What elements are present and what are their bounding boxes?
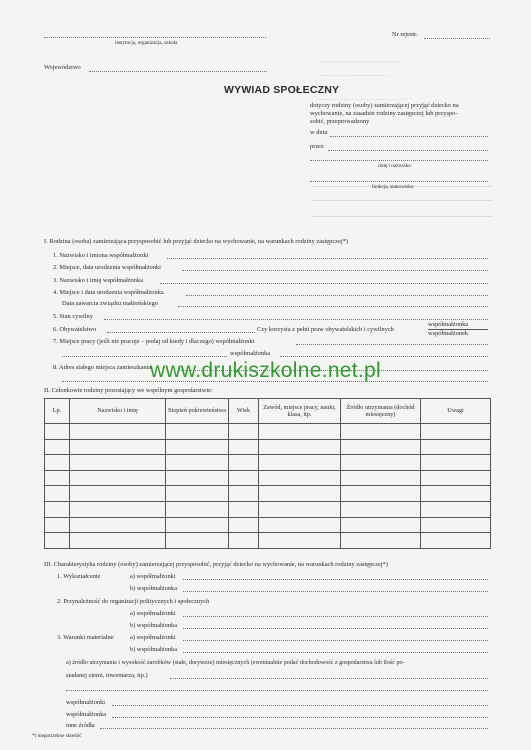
party-opt-a: a) współmałżonki (130, 610, 176, 617)
section3-heading: III. Charakterystyka rodziny (osoby) zamierzającej przysposobić, przyjąć dziecko na wychowanie, na warunkach rodziny zastępczej*) (44, 561, 388, 568)
col-occupation: Zawód, miejsce pracy, nauki, klasa, itp. (259, 399, 341, 424)
footnote: *) niepotrzebne skreślić (32, 733, 82, 739)
institution-caption: instytucja, organizacja, szkoła (115, 40, 178, 46)
table-row (45, 424, 491, 440)
section1-item-2: 2. Miejsce, data urodzenia współmałżonki (53, 264, 161, 271)
name-field[interactable] (310, 160, 488, 161)
table-cell[interactable] (70, 533, 166, 549)
table-cell[interactable] (341, 517, 421, 533)
table-cell[interactable] (229, 470, 259, 486)
col-age: Wiek (229, 399, 259, 424)
income-field-1[interactable] (170, 678, 488, 679)
material-opt-b: b) współmałżonka (130, 646, 178, 653)
ghost-line (312, 216, 492, 217)
table-cell[interactable] (45, 533, 70, 549)
income-field-f[interactable] (112, 705, 488, 706)
table-cell[interactable] (166, 439, 229, 455)
watermark-url: www.drukiszkolne.net.pl (150, 359, 381, 382)
income-field-other[interactable] (100, 728, 488, 729)
table-row (45, 517, 491, 533)
section1-field-1[interactable] (167, 258, 488, 259)
page-title: WYWIAD SPOŁECZNY (224, 84, 340, 96)
material-label: 3. Warunki materialne (57, 634, 114, 641)
table-cell[interactable] (45, 455, 70, 471)
col-lp: Lp. (45, 399, 70, 424)
table-cell[interactable] (229, 501, 259, 517)
section1-field-2[interactable] (182, 270, 488, 271)
income-line-1: a) źródło utrzymania i wysokość zarobków (stałe, doryweze) miesięcznych (ewentualnie podać dochodowość z gospodarstwa lub ilość po- (66, 660, 405, 666)
table-cell[interactable] (421, 424, 491, 440)
table-row (45, 501, 491, 517)
party-field-b[interactable] (183, 628, 488, 629)
table-cell[interactable] (341, 424, 421, 440)
income-field-m[interactable] (112, 717, 488, 718)
table-cell[interactable] (341, 455, 421, 471)
material-opt-a: a) współmałżonki (130, 634, 176, 641)
register-label: Nr rejestr. (392, 31, 418, 38)
col-income: Źródło utrzymania (dochód miesięczny) (341, 399, 421, 424)
table-cell[interactable] (229, 424, 259, 440)
table-cell[interactable] (259, 501, 341, 517)
table-cell[interactable] (70, 455, 166, 471)
education-opt-a: a) współmałżonki (130, 573, 176, 580)
table-cell[interactable] (166, 470, 229, 486)
table-cell[interactable] (166, 424, 229, 440)
function-field[interactable] (310, 181, 488, 182)
table-cell[interactable] (341, 470, 421, 486)
intro-line-2: wychowanie, na zasadzie rodziny zastępczej lub przyspo- (310, 110, 458, 117)
table-cell[interactable] (341, 439, 421, 455)
table-cell[interactable] (70, 517, 166, 533)
table-cell[interactable] (341, 501, 421, 517)
table-cell[interactable] (259, 517, 341, 533)
voivodeship-field[interactable] (89, 71, 267, 72)
table-cell[interactable] (421, 455, 491, 471)
members-table (44, 398, 491, 549)
citizenship-option-male[interactable]: współmałżonek (428, 330, 469, 337)
table-cell[interactable] (259, 470, 341, 486)
by-field[interactable] (328, 150, 488, 151)
table-cell[interactable] (259, 439, 341, 455)
income-field-2[interactable] (66, 690, 488, 691)
section1-field-5[interactable] (104, 319, 488, 320)
table-cell[interactable] (259, 533, 341, 549)
table-cell[interactable] (421, 517, 491, 533)
section1-item-8: 8. Adres stałego miejsca zamieszkania (53, 364, 152, 371)
col-relation: Stopień pokrewieństwa (166, 399, 229, 424)
ghost-text: .................................................................. (318, 96, 407, 102)
col-name: Nazwisko i imię (70, 399, 166, 424)
section1-field-7b[interactable] (62, 356, 227, 357)
ghost-text: .............................................................. (318, 58, 402, 64)
section1-item-5: 5. Stan cywilny (53, 313, 93, 320)
table-cell[interactable] (421, 439, 491, 455)
table-cell[interactable] (421, 501, 491, 517)
table-cell[interactable] (259, 455, 341, 471)
table-cell[interactable] (70, 470, 166, 486)
members-table-header (45, 399, 491, 424)
table-cell[interactable] (45, 470, 70, 486)
ghost-text: ..................................................... (318, 72, 390, 78)
table-row (45, 470, 491, 486)
table-cell[interactable] (166, 517, 229, 533)
table-cell[interactable] (70, 424, 166, 440)
section1-heading: I. Rodzina (osoba) zamierzająca przysposobić lub przyjąć dziecko na wychowanie, na warunkach rodziny zastępczej*) (44, 238, 348, 245)
table-cell[interactable] (45, 486, 70, 502)
education-field-a[interactable] (183, 579, 488, 580)
table-cell[interactable] (70, 439, 166, 455)
table-cell[interactable] (166, 501, 229, 517)
party-label: 2. Przynależność do organizacji politycznych i społecznych (57, 598, 210, 605)
day-label: w dniu (310, 129, 328, 136)
income-spouse-f: współmałżonki (66, 699, 106, 706)
table-cell[interactable] (45, 424, 70, 440)
table-cell[interactable] (70, 486, 166, 502)
day-field[interactable] (330, 136, 488, 137)
education-label: 1. Wykształcenie (57, 573, 101, 580)
education-opt-b: b) współmałżonka (130, 585, 178, 592)
col-notes: Uwagi (421, 399, 491, 424)
voivodeship-label: Województwo (44, 64, 81, 71)
table-cell[interactable] (45, 439, 70, 455)
table-cell[interactable] (229, 455, 259, 471)
table-cell[interactable] (45, 501, 70, 517)
party-opt-b: b) współmałżonka (130, 622, 178, 629)
section1-field-7[interactable] (296, 344, 488, 345)
education-field-b[interactable] (183, 591, 488, 592)
spouse-male-label: współmałżonka (230, 350, 271, 357)
table-cell[interactable] (166, 486, 229, 502)
name-caption: imię i nazwisko (378, 163, 411, 169)
material-field-a[interactable] (183, 640, 488, 641)
section1-item-6: 6. Obywatelstwo (53, 326, 97, 333)
table-row (45, 533, 491, 549)
section1-field-7c[interactable] (280, 356, 488, 357)
citizenship-question: Czy korzysta z pełni praw obywatelskich i cywilnych (257, 326, 394, 333)
table-cell[interactable] (70, 501, 166, 517)
function-caption: funkcja, stanowisko (372, 184, 414, 190)
intro-line-3: sobić, przeprowadzony (310, 118, 370, 125)
table-cell[interactable] (166, 533, 229, 549)
section1-item-7: 7. Miejsce pracy (jeśli nie pracuje – podaj od kiedy i dlaczego) współmałżonki (53, 338, 255, 345)
income-line-2: siadanej ziemi, inwentarza, itp.) (66, 672, 148, 679)
table-cell[interactable] (259, 486, 341, 502)
marriage-date-field[interactable] (178, 306, 488, 307)
table-cell[interactable] (229, 439, 259, 455)
ghost-line (312, 200, 492, 201)
table-row (45, 439, 491, 455)
by-label: przez (310, 143, 324, 150)
table-cell[interactable] (341, 533, 421, 549)
table-cell[interactable] (229, 533, 259, 549)
material-field-b[interactable] (183, 652, 488, 653)
table-cell[interactable] (421, 486, 491, 502)
section1-item-4: 4. Miejsce i data urodzenia współmałżonka (53, 289, 164, 296)
table-cell[interactable] (421, 533, 491, 549)
institution-field[interactable] (44, 37, 266, 38)
section1-field-4[interactable] (186, 295, 488, 296)
section1-item-3: 3. Nazwisko i imię współmałżonka (53, 277, 143, 284)
intro-line-1: dotyczy rodziny (osoby) zamierzającej przyjąć dziecko na (310, 102, 459, 109)
table-cell[interactable] (166, 455, 229, 471)
income-other: inne źródła (66, 722, 95, 729)
party-field-a[interactable] (183, 616, 488, 617)
table-row (45, 486, 491, 502)
table-cell[interactable] (341, 486, 421, 502)
marriage-date-label: Data zawarcia związku małżeńskiego (62, 300, 158, 307)
table-cell[interactable] (229, 517, 259, 533)
section1-item-1: 1. Nazwisko i imiona współmałżonki (53, 252, 149, 259)
table-cell[interactable] (45, 517, 70, 533)
income-spouse-m: współmałżonka (66, 711, 107, 718)
table-row (45, 455, 491, 471)
table-cell[interactable] (421, 470, 491, 486)
section2-heading: II. Członkowie rodziny pozostający we wspólnym gospodarstwie: (44, 387, 213, 394)
section1-field-6[interactable] (107, 332, 255, 333)
register-field[interactable] (424, 38, 490, 39)
table-cell[interactable] (259, 424, 341, 440)
table-cell[interactable] (229, 486, 259, 502)
citizenship-option-female[interactable]: współmałżonka (428, 321, 469, 328)
section1-field-3[interactable] (160, 283, 488, 284)
